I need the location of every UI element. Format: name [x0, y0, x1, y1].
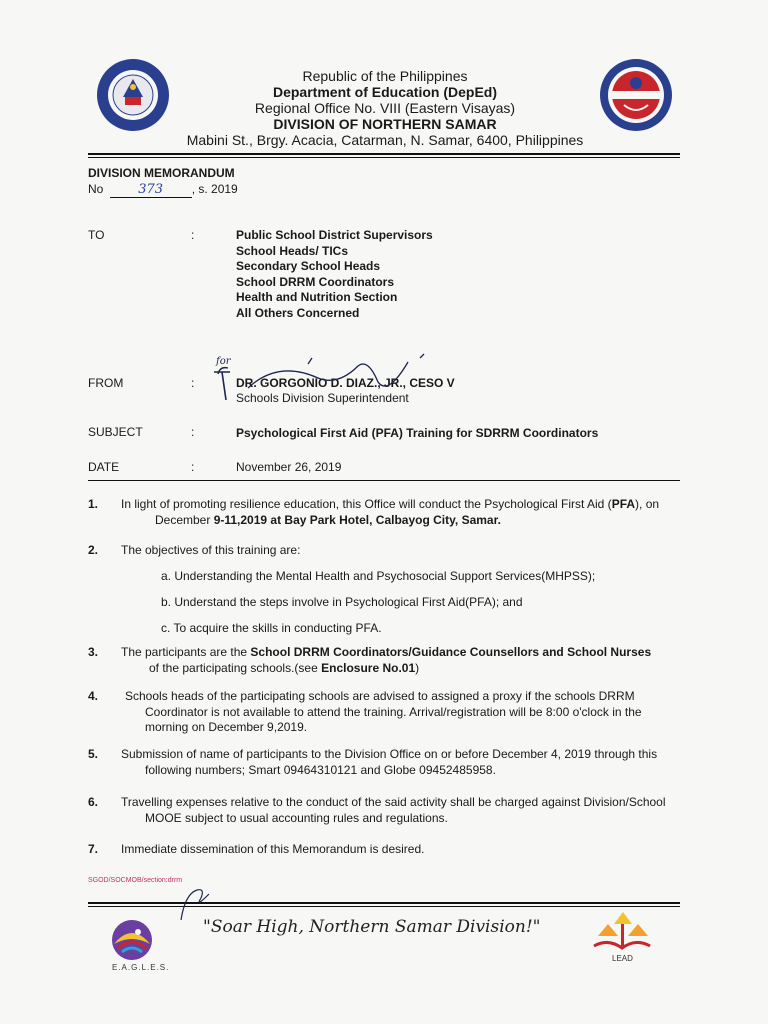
header-republic: Republic of the Philippines: [302, 68, 468, 84]
recipient-item: Secondary School Heads: [236, 259, 381, 274]
recipient-item: Health and Nutrition Section: [236, 290, 398, 305]
para-7: Immediate dissemination of this Memorandum is desired.: [121, 842, 425, 856]
header-address: Mabini St., Brgy. Acacia, Catarman, N. Samar, 6400, Philippines: [186, 132, 584, 148]
reference-code: SGOD/SOCMOB/section:drrm: [88, 877, 183, 884]
from-position: Schools Division Superintendent: [236, 391, 409, 405]
para-6-number: 6.: [88, 795, 99, 809]
para-6: Travelling expenses relative to the conduct of the said activity shall be charged against Division/School MOOE subject to usual accounting rules and regulations.: [121, 795, 666, 825]
from-name: DR. GORGONIO D. DIAZ., JR., CESO V: [236, 376, 455, 390]
memo-number: No 373 , s. 2019: [88, 182, 238, 197]
date-label: DATE: [88, 460, 120, 474]
header-department: Department of Education (DepEd): [272, 84, 497, 100]
objective-item: b. Understand the steps involve in Psychological First Aid(PFA); and: [161, 595, 523, 609]
subject-label: SUBJECT: [88, 425, 143, 439]
memo-title: DIVISION MEMORANDUM: [88, 166, 235, 180]
recipient-item: School DRRM Coordinators: [236, 274, 394, 289]
header-divider-thin: [88, 157, 680, 158]
body-divider: [88, 480, 680, 481]
signature-icon: [208, 352, 448, 406]
to-colon: :: [191, 228, 195, 242]
para-1-number: 1.: [88, 497, 99, 511]
para-7-number: 7.: [88, 842, 99, 856]
recipient-item: Public School District Supervisors: [236, 228, 433, 242]
date-value: November 26, 2019: [236, 460, 342, 474]
subject-value: Psychological First Aid (PFA) Training for SDRRM Coordinators: [236, 426, 599, 440]
recipient-item: School Heads/ TICs: [236, 243, 349, 258]
header-division: DIVISION OF NORTHERN SAMAR: [273, 116, 497, 132]
from-colon: :: [191, 376, 195, 390]
para-4: Schools heads of the participating schools are advised to assigned a proxy if the schools DRRM Coordinator is not available to attend the training. Arrival/registration will be 8:00 o'clock in the morning on December 9,2019.: [125, 689, 642, 734]
date-colon: :: [191, 460, 195, 474]
para-3: The participants are the School DRRM Coordinators/Guidance Counsellors and School Nurses of the participating schools.(see Enclosure No.01): [121, 645, 652, 675]
lead-logo-icon: [588, 908, 658, 958]
eagles-label: E.A.G.L.E.S.: [112, 963, 170, 972]
header-divider: [88, 153, 680, 155]
eagles-logo-icon: [108, 918, 156, 962]
signature-for-note: for: [216, 356, 231, 367]
header-region: Regional Office No. VIII (Eastern Visayas): [254, 100, 516, 116]
memo-number-handwritten: 373: [138, 182, 164, 197]
para-5: Submission of name of participants to the Division Office on or before December 4, 2019 through this following numbers; Smart 09464310121 and Globe 09452485958.: [121, 747, 658, 777]
from-label: FROM: [88, 376, 124, 390]
para-5-number: 5.: [88, 747, 99, 761]
division-slogan: "Soar High, Northern Samar Division!": [203, 917, 541, 937]
para-3-number: 3.: [88, 645, 99, 659]
to-recipient-list: [236, 228, 433, 322]
para-2-number: 2.: [88, 543, 99, 557]
para-1: In light of promoting resilience education, this Office will conduct the Psychological First Aid (PFA), on December 9-11,2019 at Bay Park Hotel, Calbayog City, Samar.: [121, 497, 660, 527]
para-2-intro: The objectives of this training are:: [121, 543, 301, 557]
recipient-item: All Others Concerned: [236, 305, 360, 320]
to-label: TO: [88, 228, 105, 242]
lead-label: LEAD: [612, 954, 633, 963]
para-4-number: 4.: [88, 689, 99, 703]
subject-colon: :: [191, 425, 195, 439]
objective-item: a. Understanding the Mental Health and Psychosocial Support Services(MHPSS);: [161, 569, 596, 583]
objective-item: c. To acquire the skills in conducting PFA.: [161, 621, 382, 635]
